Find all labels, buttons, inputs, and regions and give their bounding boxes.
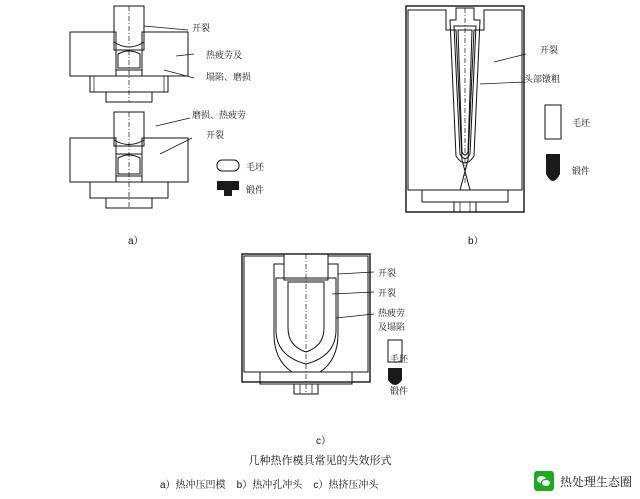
label-a-kailie: 开裂: [192, 23, 211, 33]
panel-id-a: a）: [128, 236, 144, 247]
label-c-thermal-fatigue: 热疲劳: [378, 308, 406, 318]
watermark: [534, 471, 632, 491]
legend-a-forging-label: 锻件: [246, 185, 265, 195]
legend-a-blank-symbol: [216, 158, 242, 174]
label-c-kailie-2: 开裂: [378, 288, 397, 298]
legend-c-blank-label: 毛坯: [390, 354, 409, 364]
legend-b-forging-label: 锻件: [572, 166, 591, 176]
legend-b-blank-symbol: [542, 103, 568, 143]
legend-c-forging-label: 锻件: [390, 386, 409, 396]
panel-id-b: b）: [468, 236, 484, 247]
label-c-collapse: 及塌陷: [378, 322, 406, 332]
legend-a-forging-symbol: [216, 180, 242, 198]
watermark-label: 热处理生态圈: [559, 474, 632, 489]
panel-id-c: c）: [316, 436, 331, 447]
label-a-kailie-2: 开裂: [206, 130, 225, 140]
legend-b-forging-symbol: [542, 152, 568, 190]
label-b-head-upset: 头部镦粗: [524, 74, 561, 84]
legend-a-blank-label: 毛坯: [246, 162, 265, 172]
label-a-collapse-wear: 塌陷、磨损: [206, 72, 252, 82]
panel-c-drawing: [236, 252, 396, 407]
figure-caption: 几种热作模具常见的失效形式: [248, 455, 392, 467]
label-a-thermal-fatigue: 热疲劳及: [206, 50, 243, 60]
label-c-kailie-1: 开裂: [378, 268, 397, 278]
figure-subcaption: a）热冲压凹模 b）热冲孔冲头 c）热挤压冲头: [160, 480, 379, 491]
label-a-wear-thermal-fatigue: 磨损、热疲劳: [192, 110, 247, 120]
panel-b-drawing: [398, 4, 548, 224]
wechat-icon: [534, 471, 554, 491]
legend-b-blank-label: 毛坯: [572, 118, 591, 128]
label-b-kailie: 开裂: [540, 45, 559, 55]
